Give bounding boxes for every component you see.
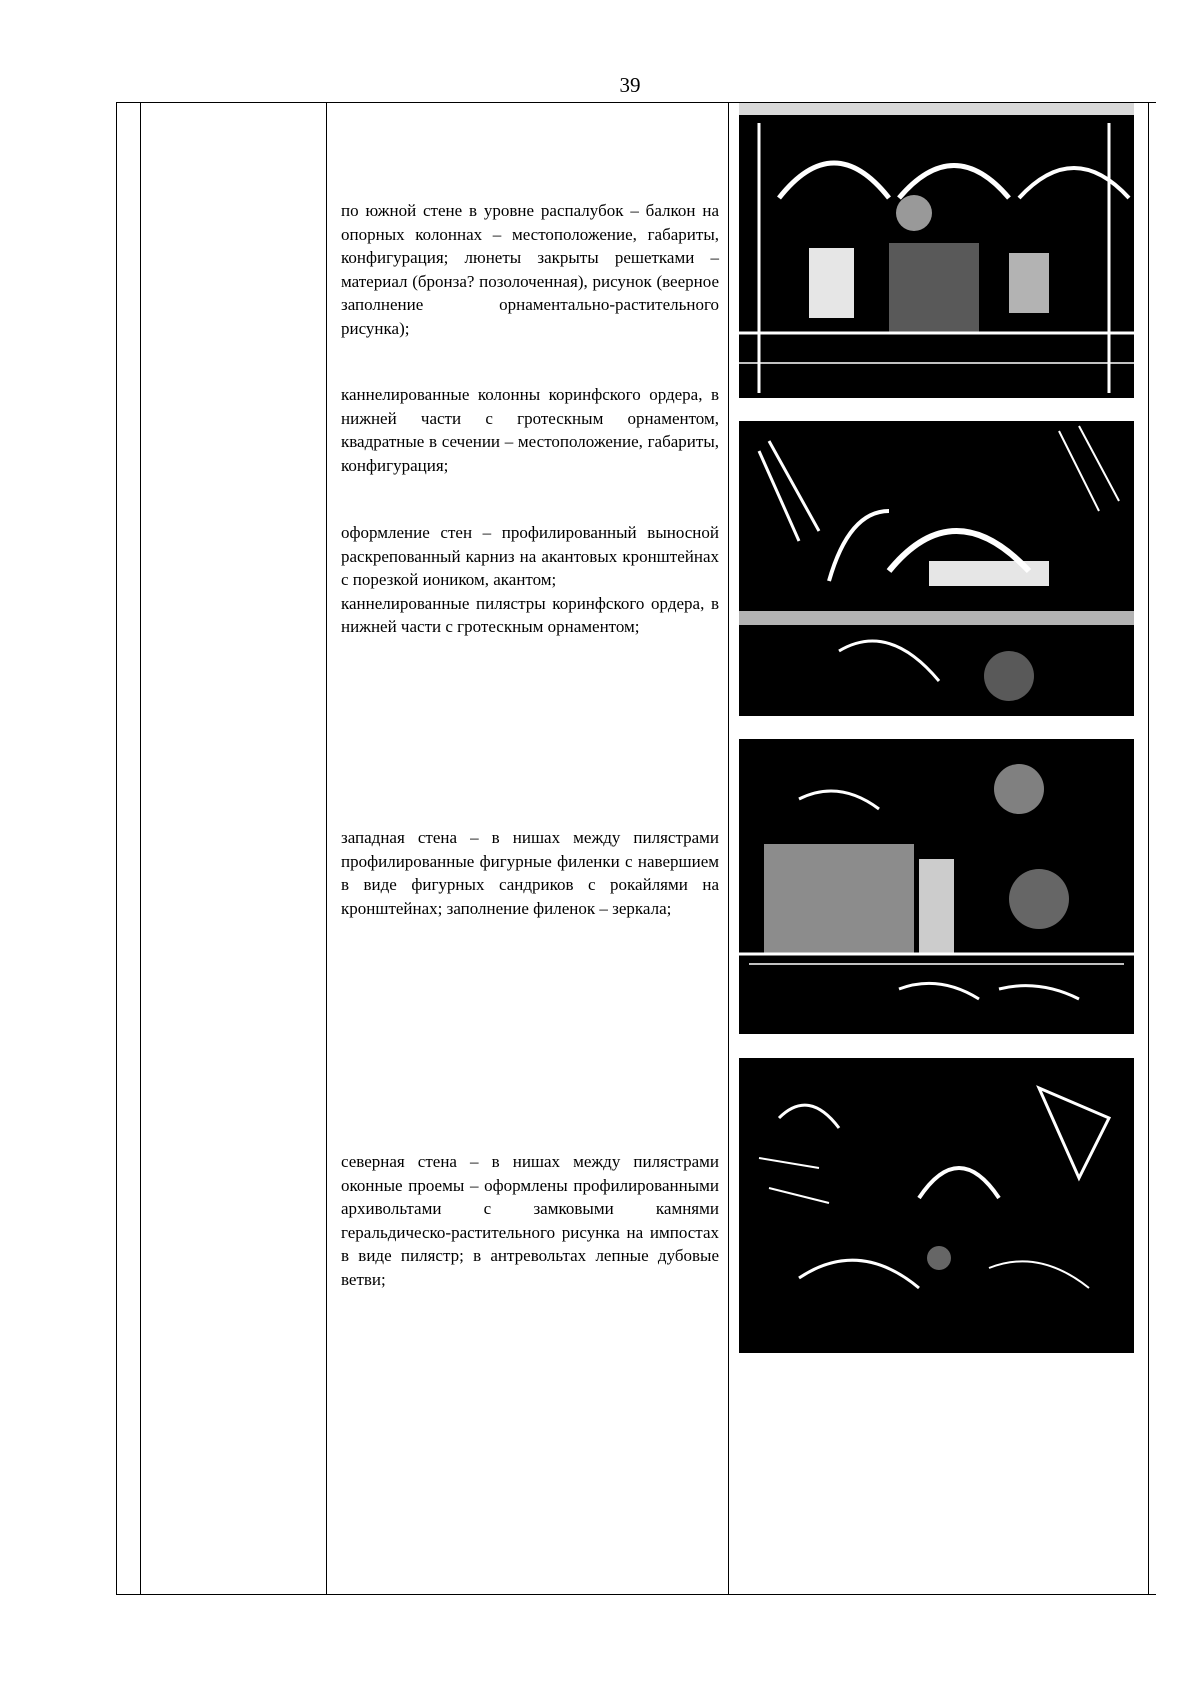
description-text: каннелированные колонны коринфского ордера, в нижней части с гротескным орнаментом, квадратные в сечении – местоположение, габариты, конфигурация; [341, 385, 719, 475]
description-text: оформление стен – профилированный выносной раскрепованный карниз на акантовых кронштейнах с порезкой иоником, акантом; [341, 523, 719, 590]
description-north-wall [341, 1150, 719, 1292]
description-south-wall [341, 199, 719, 341]
description-columns [341, 383, 719, 477]
table-column-divider-1 [140, 103, 141, 1594]
page-number: 39 [619, 73, 641, 97]
photo-north-wall [739, 1058, 1134, 1353]
table-column-divider-2 [326, 103, 327, 1594]
photo-south-wall [739, 103, 1134, 398]
description-text: по южной стене в уровне распалубок – балкон на опорных колоннах – местоположение, габариты, конфигурация; люнеты закрыты решетками – материал (бронза? позолоченная), рисунок (веерное заполнение орнаментально-растительного рисунка); [341, 201, 719, 338]
table-border-left [116, 103, 117, 1594]
photo-columns-cornice [739, 421, 1134, 716]
description-text: каннелированные пилястры коринфского ордера, в нижней части с гротескным орнаментом; [341, 593, 719, 637]
table-column-divider-3 [728, 103, 729, 1594]
photo-west-wall [739, 739, 1134, 1034]
description-text: северная стена – в нишах между пилястрами оконные проемы – оформлены профилированными архивольтами с замковыми камнями геральдическо-растительного рисунка на импостах в виде пилястр; в антревольтах лепные дубовые ветви; [341, 1152, 719, 1289]
description-walls-cornice [341, 521, 719, 639]
description-west-wall [341, 826, 719, 920]
description-text: западная стена – в нишах между пилястрами профилированные фигурные филенки с навершием в виде фигурных сандриков с рокайлями на кронштейнах; заполнение филенок – зеркала; [341, 828, 719, 918]
inventory-table [116, 102, 1156, 1595]
table-border-right [1148, 103, 1149, 1594]
